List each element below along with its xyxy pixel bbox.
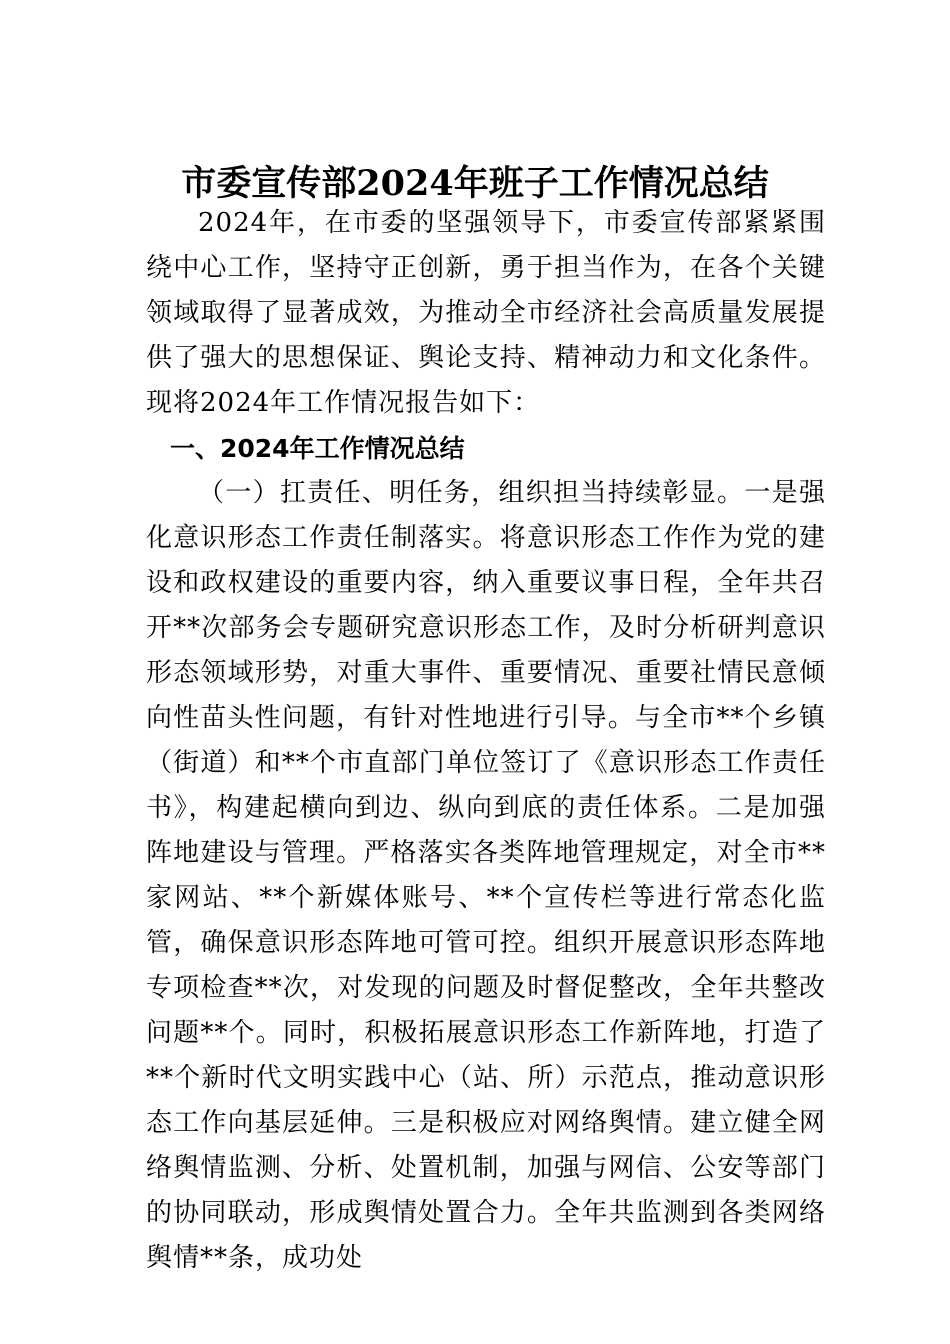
document-body	[146, 201, 826, 1281]
intro-paragraph: 2024年，在市委的坚强领导下，市委宣传部紧紧围绕中心工作，坚持守正创新，勇于担当作为，在各个关键领域取得了显著成效，为推动全市经济社会高质量发展提供了强大的思想保证、舆论支持、精神动力和文化条件。现将2024年工作情况报告如下：	[146, 208, 826, 418]
section-paragraph: （一）扛责任、明任务，组织担当持续彰显。一是强化意识形态工作责任制落实。将意识形态工作作为党的建设和政权建设的重要内容，纳入重要议事日程，全年共召开**次部务会专题研究意识形态工作，及时分析研判意识形态领域形势，对重大事件、重要情况、重要社情民意倾向性苗头性问题，有针对性地进行引导。与全市**个乡镇（街道）和**个市直部门单位签订了《意识形态工作责任书》，构建起横向到边、纵向到底的责任体系。二是加强阵地建设与管理。严格落实各类阵地管理规定，对全市**家网站、**个新媒体账号、**个宣传栏等进行常态化监管，确保意识形态阵地可管可控。组织开展意识形态阵地专项检查**次，对发现的问题及时督促整改，全年共整改问题**个。同时，积极拓展意识形态工作新阵地，打造了**个新时代文明实践中心（站、所）示范点，推动意识形态工作向基层延伸。三是积极应对网络舆情。建立健全网络舆情监测、分析、处置机制，加强与网信、公安等部门的协同联动，形成舆情处置合力。全年共监测到各类网络舆情**条，成功处	[146, 478, 826, 1273]
document-title: 市委宣传部2024年班子工作情况总结	[181, 163, 769, 205]
section-heading: 一、2024年工作情况总结	[170, 434, 465, 463]
